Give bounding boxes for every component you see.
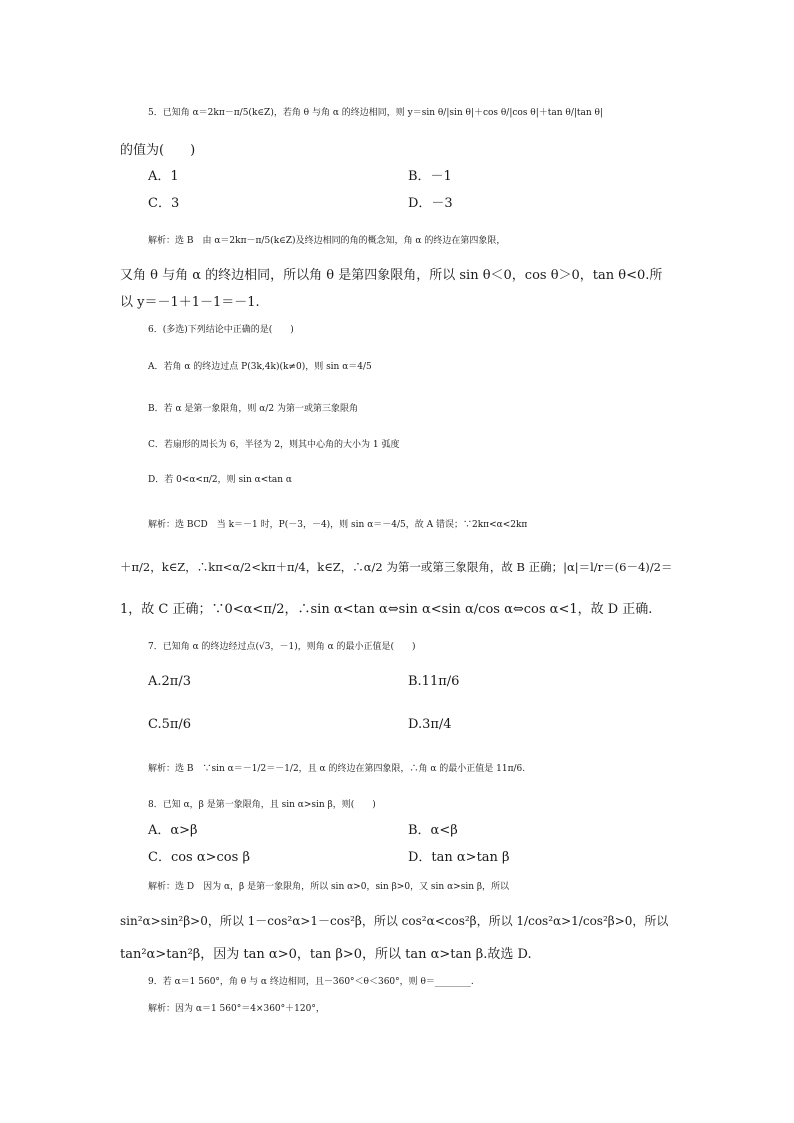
q5-stem-line2: 的值为( ) bbox=[120, 143, 196, 158]
q5-option-b: B．－1 bbox=[408, 169, 452, 184]
q8-solution-line2: sin²α>sin²β>0，所以 1－cos²α>1－cos²β，所以 cos²α<cos²β，所以 1/cos²α>1/cos²β>0，所以 bbox=[120, 914, 669, 928]
q5-solution-line2: 又角 θ 与角 α 的终边相同，所以角 θ 是第四象限角，所以 sin θ＜0，cos θ＞0，tan θ<0.所 bbox=[120, 268, 663, 283]
q6-solution-line2: ＋π/2，k∈Z，∴kπ<α/2<kπ＋π/4，k∈Z，∴α/2 为第一或第三象限角，故 B 正确；|α|＝l/r＝(6－4)/2＝ bbox=[120, 560, 673, 574]
q7-stem: 7．已知角 α 的终边经过点(√3，－1)，则角 α 的最小正值是( ) bbox=[148, 642, 416, 652]
q8-solution-line1: 解析：选 D 因为 α，β 是第一象限角，所以 sin α>0，sin β>0，又 sin α>sin β，所以 bbox=[148, 882, 510, 892]
q5-option-a: A．1 bbox=[148, 169, 179, 184]
q9-stem: 9．若 α＝1 560°，角 θ 与 α 终边相同，且－360°＜θ＜360°，则 θ＝________. bbox=[148, 977, 474, 987]
q7-option-d: D.3π/4 bbox=[408, 717, 452, 732]
q8-option-a: A．α>β bbox=[148, 823, 198, 838]
q5-stem-line1: 5．已知角 α＝2kπ－π/5(k∈Z)，若角 θ 与角 α 的终边相同，则 y＝sin θ/|sin θ|＋cos θ/|cos θ|＋tan θ/|tan θ| bbox=[148, 108, 603, 118]
q5-option-d: D．－3 bbox=[408, 196, 453, 211]
q7-option-a: A.2π/3 bbox=[148, 674, 191, 689]
q8-stem: 8．已知 α，β 是第一象限角，且 sin α>sin β，则( ) bbox=[148, 800, 376, 810]
q6-option-a: A．若角 α 的终边过点 P(3k,4k)(k≠0)，则 sin α＝4/5 bbox=[148, 362, 372, 372]
q7-solution: 解析：选 B ∵sin α＝－1/2＝－1/2，且 α 的终边在第四象限，∴角 α 的最小正值是 11π/6. bbox=[148, 764, 526, 774]
q6-solution-line3: 1，故 C 正确；∵0<α<π/2，∴sin α<tan α⇔sin α<sin α/cos α⇔cos α<1，故 D 正确. bbox=[120, 602, 653, 617]
q8-solution-line3: tan²α>tan²β，因为 tan α>0，tan β>0，所以 tan α>tan β.故选 D. bbox=[120, 947, 532, 962]
q5-solution-line3: 以 y＝－1＋1－1＝－1. bbox=[120, 295, 260, 310]
q6-option-b: B．若 α 是第一象限角，则 α/2 为第一或第三象限角 bbox=[148, 404, 358, 414]
q7-option-b: B.11π/6 bbox=[408, 674, 460, 689]
q8-option-b: B．α<β bbox=[408, 823, 458, 838]
q8-option-d: D．tan α>tan β bbox=[408, 850, 510, 865]
q6-stem: 6．(多选)下列结论中正确的是( ) bbox=[148, 325, 294, 335]
q5-solution-line1: 解析：选 B 由 α＝2kπ－π/5(k∈Z)及终边相同的角的概念知，角 α 的终边在第四象限， bbox=[148, 236, 506, 246]
q8-option-c: C．cos α>cos β bbox=[148, 850, 250, 865]
q6-option-c: C．若扇形的周长为 6，半径为 2，则其中心角的大小为 1 弧度 bbox=[148, 440, 400, 450]
q9-solution: 解析：因为 α＝1 560°＝4×360°＋120°， bbox=[148, 1004, 325, 1014]
q6-solution-line1: 解析：选 BCD 当 k＝－1 时，P(－3，－4)，则 sin α＝－4/5，故 A 错误；∵2kπ<α<2kπ bbox=[148, 520, 528, 530]
q7-option-c: C.5π/6 bbox=[148, 717, 192, 732]
q5-option-c: C．3 bbox=[148, 196, 180, 211]
q6-option-d: D．若 0<α<π/2，则 sin α<tan α bbox=[148, 475, 292, 485]
